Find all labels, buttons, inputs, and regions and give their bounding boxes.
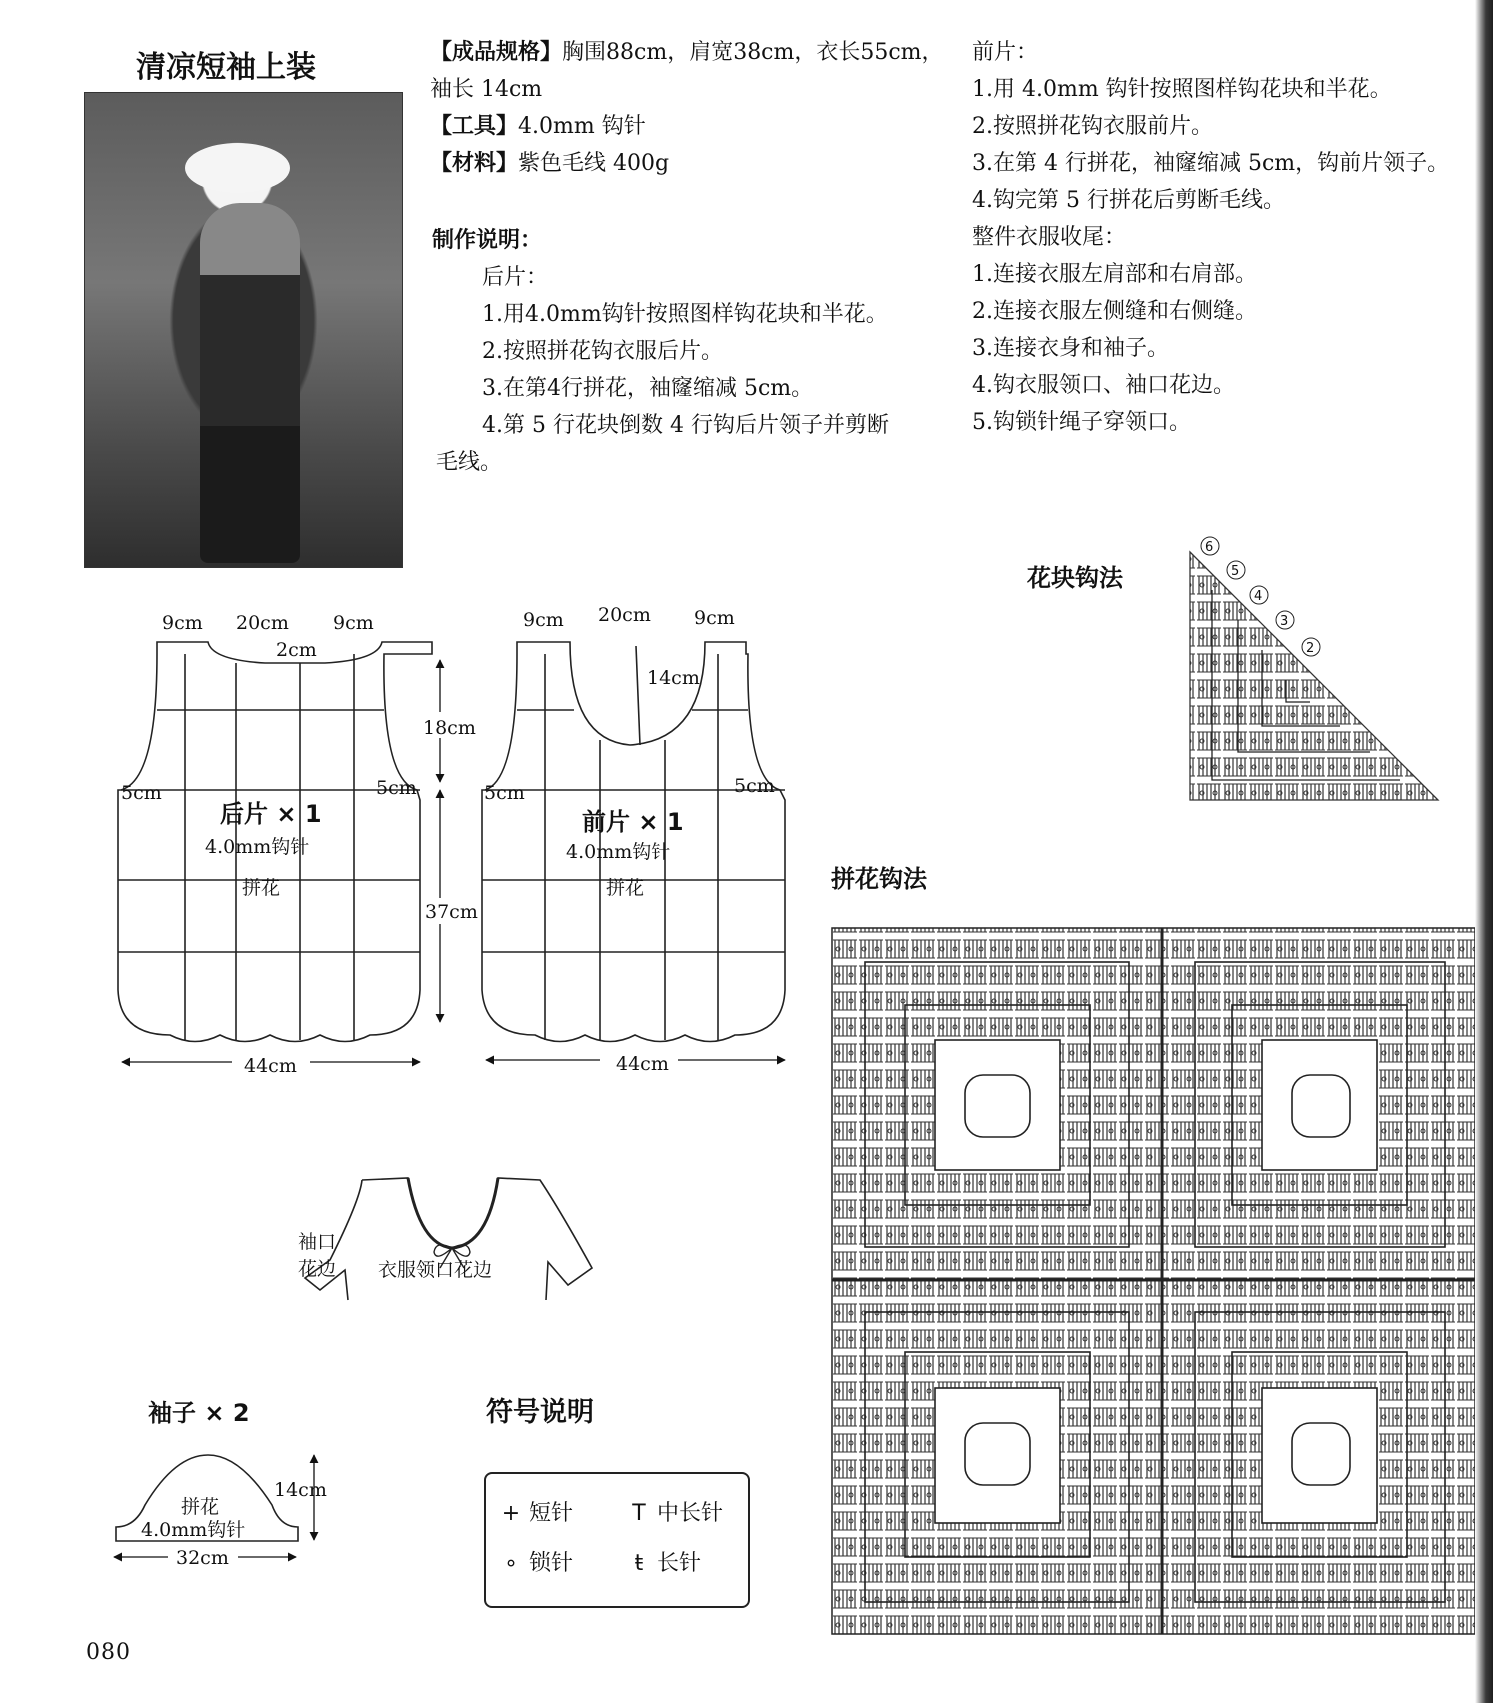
back-dim-right: 9cm — [333, 612, 374, 634]
assembly-diagram — [305, 1178, 592, 1300]
round-marker: 4 — [1254, 589, 1263, 604]
join-heading: 拼花钩法 — [831, 865, 927, 893]
sleeve-tool: 4.0mm钩针 — [141, 1519, 246, 1541]
sleeve-method: 拼花 — [181, 1496, 220, 1518]
finish-step: 4.钩衣服领口、袖口花边。 — [972, 373, 1235, 398]
assembly-outline — [305, 1178, 592, 1300]
front-label: 前片 × 1 — [582, 808, 684, 836]
round-marker: 2 — [1306, 641, 1315, 656]
back-dim-neck-depth: 2cm — [276, 639, 317, 661]
back-method: 拼花 — [242, 877, 281, 899]
legend-item — [628, 1496, 723, 1527]
legend-label: 中长针 — [657, 1501, 724, 1526]
finish-step: 1.连接衣服左肩部和右肩部。 — [972, 262, 1257, 287]
neck-label: 衣服领口花边 — [378, 1259, 493, 1281]
double-crochet-icon: ŧ — [634, 1551, 644, 1576]
cuff-label-2: 花边 — [298, 1258, 337, 1280]
round-marker: 5 — [1231, 564, 1240, 579]
finish-step: 2.连接衣服左侧缝和右侧缝。 — [972, 299, 1257, 324]
instructions-heading: 制作说明： — [432, 228, 543, 253]
back-step: 1.用4.0mm钩针按照图样钩花块和半花。 — [482, 302, 888, 327]
front-dim-neck: 20cm — [598, 604, 651, 626]
back-step: 2.按照拼花钩衣服后片。 — [482, 339, 723, 364]
motif-chart — [1190, 552, 1438, 800]
legend-item — [500, 1546, 573, 1577]
back-step: 3.在第4行拼花，袖窿缩减 5cm。 — [482, 376, 814, 401]
page-number: 080 — [86, 1640, 131, 1665]
back-step: 4.第 5 行花块倒数 4 行钩后片领子并剪断 — [482, 413, 889, 438]
front-step: 2.按照拼花钩衣服前片。 — [972, 114, 1213, 139]
legend-heading: 符号说明 — [486, 1397, 594, 1428]
finish-heading: 整件衣服收尾： — [972, 225, 1127, 250]
front-dim-left: 9cm — [523, 609, 564, 631]
join-chart — [832, 928, 1475, 1634]
spec-size-text2: 袖长 14cm — [430, 77, 543, 102]
spec-size-label: 【成品规格】 — [430, 40, 563, 65]
back-heading: 后片： — [482, 265, 549, 290]
spec-material-label: 【材料】 — [430, 151, 519, 176]
round-marker: 6 — [1205, 540, 1214, 555]
front-dim-width: 44cm — [616, 1053, 669, 1075]
finish-step: 3.连接衣身和袖子。 — [972, 336, 1169, 361]
back-dim-upper: 18cm — [423, 717, 476, 739]
front-dim-neck-depth: 14cm — [647, 667, 700, 689]
back-label: 后片 × 1 — [220, 800, 322, 828]
chain-stitch-icon: ∘ — [504, 1551, 518, 1576]
spec-material-text: 紫色毛线 400g — [518, 151, 670, 176]
motif-heading: 花块钩法 — [1027, 564, 1123, 592]
sleeve-dim-width: 32cm — [176, 1547, 229, 1569]
legend-label: 锁针 — [529, 1551, 574, 1576]
back-dim-lower: 37cm — [425, 901, 478, 923]
round-marker: 3 — [1280, 614, 1289, 629]
back-grid-h — [118, 710, 420, 952]
legend-label: 短针 — [529, 1501, 574, 1526]
front-dim-right: 9cm — [694, 607, 735, 629]
front-step: 3.在第 4 行拼花，袖窿缩减 5cm，钩前片领子。 — [972, 151, 1450, 176]
spec-tool-label: 【工具】 — [430, 114, 519, 139]
back-dim-armhole-right: 5cm — [376, 777, 417, 799]
back-dim-armhole-left: 5cm — [121, 782, 162, 804]
spec-tool-text: 4.0mm 钩针 — [518, 114, 646, 139]
back-dim-width: 44cm — [244, 1055, 297, 1077]
finish-step: 5.钩锁针绳子穿领口。 — [972, 410, 1191, 435]
page-binding-shadow — [1475, 0, 1493, 1703]
legend-box — [484, 1472, 750, 1608]
front-dim-armhole-right: 5cm — [734, 775, 775, 797]
half-double-crochet-icon: T — [632, 1501, 646, 1526]
back-dim-left: 9cm — [162, 612, 203, 634]
front-dim-armhole-left: 5cm — [484, 782, 525, 804]
front-step: 1.用 4.0mm 钩针按照图样钩花块和半花。 — [972, 77, 1392, 102]
legend-item — [628, 1546, 701, 1577]
neck-edge — [408, 1178, 498, 1248]
legend-item — [500, 1496, 573, 1527]
front-tool: 4.0mm钩针 — [566, 841, 671, 863]
front-heading: 前片： — [972, 40, 1039, 65]
single-crochet-icon: + — [501, 1501, 521, 1526]
sleeve-dim-height: 14cm — [274, 1479, 327, 1501]
spec-size-text: 胸围88cm，肩宽38cm，衣长55cm， — [562, 40, 944, 65]
page-title: 清凉短袖上装 — [136, 50, 316, 85]
back-dim-neck: 20cm — [236, 612, 289, 634]
legend-label: 长针 — [657, 1551, 702, 1576]
back-tool: 4.0mm钩针 — [205, 836, 310, 858]
front-step: 4.钩完第 5 行拼花后剪断毛线。 — [972, 188, 1285, 213]
sleeve-heading: 袖子 × 2 — [148, 1399, 250, 1427]
back-step-cont: 毛线。 — [436, 450, 503, 475]
front-method: 拼花 — [606, 877, 645, 899]
cuff-label-1: 袖口 — [298, 1231, 337, 1253]
